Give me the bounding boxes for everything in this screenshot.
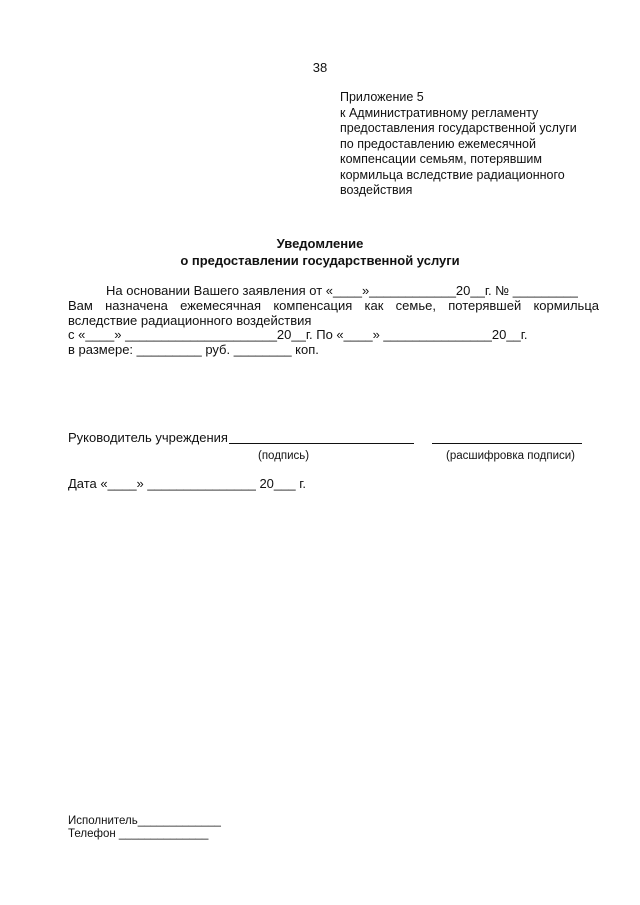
signature-line [229, 443, 414, 444]
notice-title: Уведомление [276, 236, 364, 251]
appendix-line: по предоставлению ежемесячной [340, 136, 536, 151]
name-decoding-line [432, 443, 582, 444]
body-line-application: На основании Вашего заявления от «____»____________20__г. № _________ [106, 283, 578, 298]
page-number: 38 [312, 60, 328, 75]
body-line-amount: в размере: _________ руб. ________ коп. [68, 342, 319, 357]
executor-line: Исполнитель_____________ [68, 815, 221, 827]
appendix-line: предоставления государственной услуги [340, 121, 577, 135]
notice-subtitle: о предоставлении государственной услуги [180, 253, 460, 268]
signature-label: Руководитель учреждения [68, 430, 228, 445]
date-line: Дата «____» _______________ 20___ г. [68, 476, 306, 491]
appendix-line: Приложение 5 [340, 90, 424, 104]
body-line-period: с «____» _____________________20__г. По «____» _______________20__г. [68, 327, 528, 342]
appendix-line: к Административному регламенту [340, 105, 539, 120]
phone-line: Телефон ______________ [68, 828, 209, 840]
body-line-assigned: Вам назначена ежемесячная компенсация как семье, потерявшей кормильца [68, 298, 599, 313]
appendix-block [340, 90, 610, 199]
body-line-reason: вследствие радиационного воздействия [68, 313, 312, 328]
appendix-line: кормильца вследствие радиационного [340, 167, 565, 182]
signature-caption: (подпись) [258, 450, 310, 462]
name-decoding-caption: (расшифровка подписи) [446, 450, 575, 462]
appendix-line: воздействия [340, 183, 413, 197]
appendix-line: компенсации семьям, потерявшим [340, 152, 543, 166]
